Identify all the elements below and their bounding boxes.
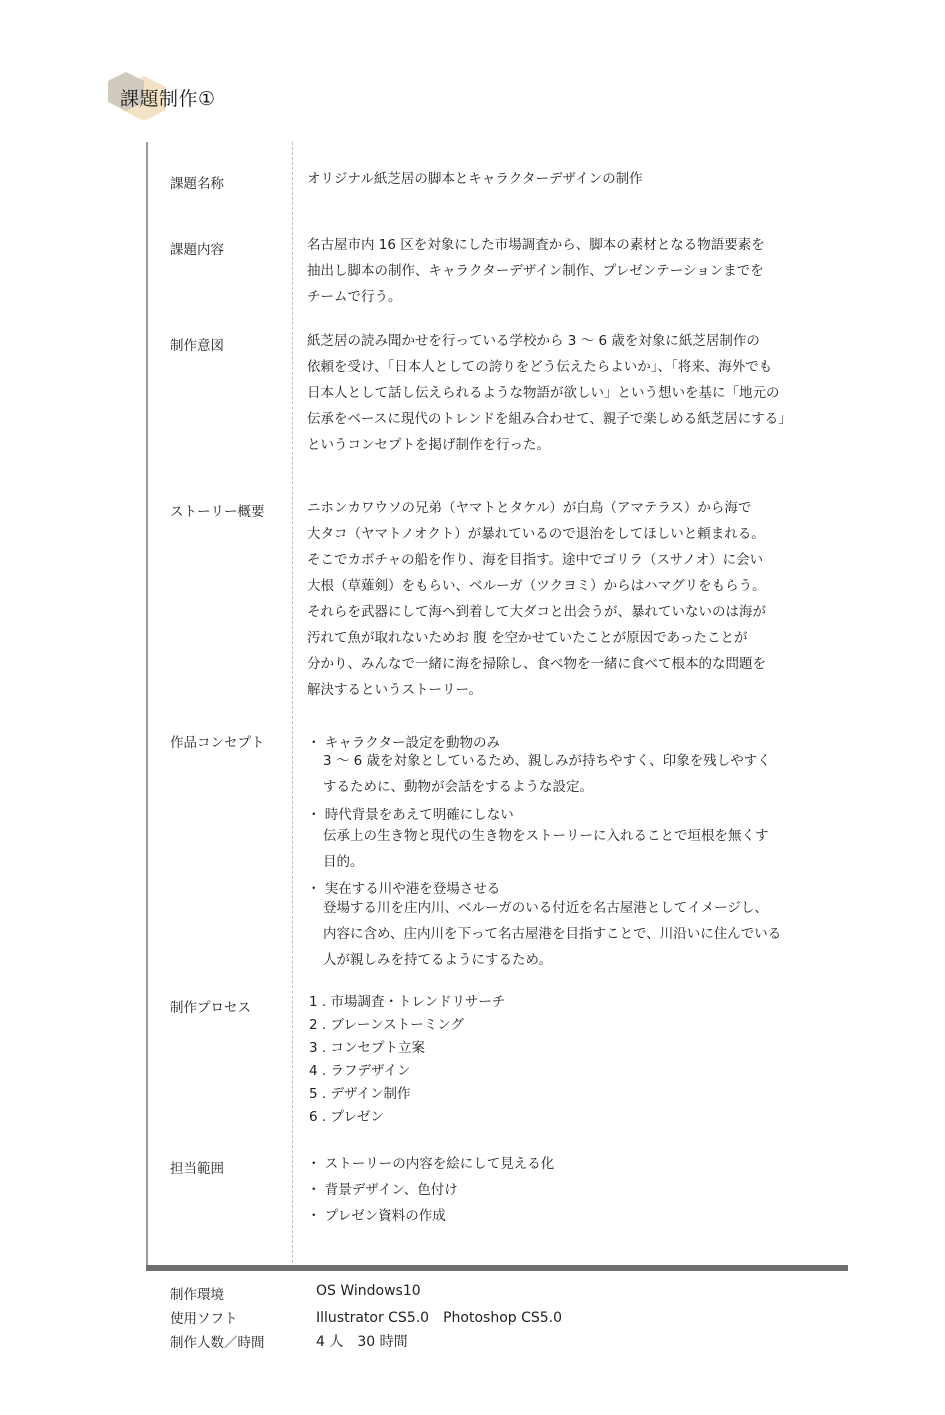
text-line: 解決するというストーリー。 (307, 682, 482, 698)
footer-separator-bar (146, 1265, 848, 1271)
text-line: 3 ～ 6 歳を対象としているため、親しみが持ちやすく、印象を残しやすく (323, 753, 771, 769)
text-line: 依頼を受け、「日本人としての誇りをどう伝えたらよいか」、「将来、海外でも (307, 359, 773, 375)
text-story (307, 495, 832, 703)
text-line: 紙芝居の読み聞かせを行っている学校から 3 ～ 6 歳を対象に紙芝居制作の (307, 333, 760, 349)
text-line: するために、動物が会話をするような設定。 (323, 779, 593, 795)
page-title: 課題制作① (120, 88, 216, 110)
text-line: 大タコ（ヤマトノオクト）が暴れているので退治をしてほしいと頼まれる。 (307, 526, 765, 542)
text-line: 内容に含め、庄内川を下って名古屋港を目指すことで、川沿いに住んでいる (323, 926, 782, 942)
footer-team-label: 制作人数／時間 (170, 1335, 265, 1351)
list-item: 1 . 市場調査・トレンドリサーチ (309, 994, 506, 1010)
concept-item-desc (323, 748, 771, 800)
label-concept: 作品コンセプト (170, 735, 265, 751)
footer-software-label: 使用ソフト (170, 1311, 238, 1327)
text-line: 日本人として話し伝えられるような物語が欲しい」という想いを基に「地元の (307, 385, 780, 401)
concept-item-title: ・ 時代背景をあえて明確にしない (307, 807, 514, 823)
process-list (309, 991, 505, 1129)
text-line: 名古屋市内 16 区を対象にした市場調査から、脚本の素材となる物語要素を (307, 237, 765, 253)
concept-item-desc (323, 823, 769, 875)
text-line: 登場する川を庄内川、ベルーガのいる付近を名古屋港としてイメージし、 (323, 900, 768, 916)
label-content: 課題内容 (170, 242, 224, 258)
text-line: 伝承をベースに現代のトレンドを組み合わせて、親子で楽しめる紙芝居にする」 (307, 411, 792, 427)
text-line: チームで行う。 (307, 289, 402, 305)
left-vertical-rule (146, 142, 148, 1268)
footer-software-value: Illustrator CS5.0 Photoshop CS5.0 (316, 1310, 563, 1326)
label-name: 課題名称 (170, 176, 224, 192)
footer-env-value: OS Windows10 (316, 1283, 421, 1299)
label-process: 制作プロセス (170, 1000, 251, 1016)
list-item: ・ プレゼン資料の作成 (307, 1208, 446, 1224)
list-item: 6 . プレゼン (309, 1109, 384, 1125)
label-intent: 制作意図 (170, 338, 224, 354)
list-item: 4 . ラフデザイン (309, 1063, 411, 1079)
text-line: オリジナル紙芝居の脚本とキャラクターデザインの制作 (307, 171, 643, 187)
text-name (307, 166, 832, 192)
text-intent (307, 328, 832, 458)
text-line: 大根（草薙剣）をもらい、ベルーガ（ツクヨミ）からはハマグリをもらう。 (307, 578, 766, 594)
list-item: ・ 背景デザイン、色付け (307, 1182, 458, 1198)
list-item: ・ ストーリーの内容を絵にして見える化 (307, 1156, 555, 1172)
label-scope: 担当範囲 (170, 1161, 224, 1177)
footer-env-label: 制作環境 (170, 1287, 224, 1303)
concept-item-title: ・ 実在する川や港を登場させる (307, 881, 501, 897)
text-line: そこでカボチャの船を作り、海を目指す。途中でゴリラ（スサノオ）に会い (307, 552, 764, 568)
text-line: 汚れて魚が取れないためお 腹 を空かせていたことが原因であったことが (307, 630, 748, 646)
text-line: 伝承上の生き物と現代の生き物をストーリーに入れることで垣根を無くす (323, 828, 769, 844)
list-item: 5 . デザイン制作 (309, 1086, 411, 1102)
section-heading (104, 70, 304, 126)
text-line: 抽出し脚本の制作、キャラクターデザイン制作、プレゼンテーションまでを (307, 263, 764, 279)
scope-list (307, 1151, 554, 1229)
label-story: ストーリー概要 (170, 504, 265, 520)
text-line: 人が親しみを持てるようにするため。 (323, 952, 552, 968)
text-line: ニホンカワウソの兄弟（ヤマトとタケル）が白鳥（アマテラス）から海で (307, 500, 752, 516)
text-line: 目的。 (323, 854, 364, 870)
text-content (307, 232, 832, 310)
text-line: 分かり、みんなで一緒に海を掃除し、食べ物を一緒に食べて根本的な問題を (307, 656, 766, 672)
text-line: それらを武器にして海へ到着して大ダコと出会うが、暴れていないのは海が (307, 604, 766, 620)
list-item: 2 . ブレーンストーミング (309, 1017, 464, 1033)
text-line: というコンセプトを掲げ制作を行った。 (307, 437, 550, 453)
concept-item-desc (323, 895, 781, 973)
list-item: 3 . コンセプト立案 (309, 1040, 425, 1056)
column-divider (292, 142, 293, 1268)
concept-item-title: ・ キャラクター設定を動物のみ (307, 735, 501, 751)
footer-team-value: 4 人 30 時間 (316, 1334, 408, 1350)
